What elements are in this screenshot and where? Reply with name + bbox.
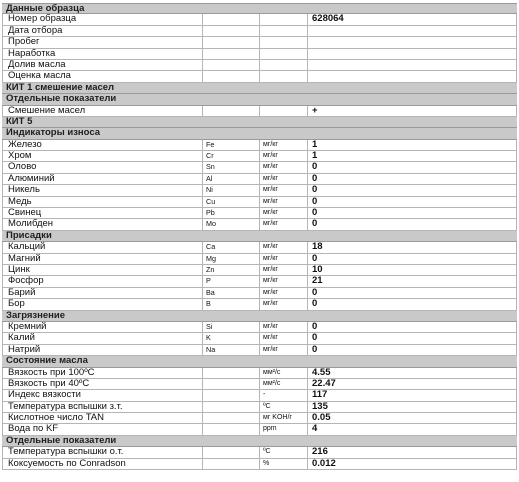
table-row — [2, 174, 517, 185]
result-value — [308, 49, 517, 59]
section-header — [2, 231, 517, 242]
unit-label: мг/кг — [260, 276, 308, 286]
section-header — [2, 128, 517, 139]
result-value — [308, 71, 517, 81]
result-value: 0 — [308, 162, 517, 172]
table-row — [2, 162, 517, 173]
element-code — [203, 368, 260, 378]
parameter-name: Молибден — [2, 219, 203, 229]
result-value: 0 — [308, 288, 517, 298]
unit-label: мг/кг — [260, 162, 308, 172]
unit-label: мг/кг — [260, 265, 308, 275]
section-title: Присадки — [6, 229, 52, 241]
unit-label: мг/кг — [260, 197, 308, 207]
result-value: 0 — [308, 185, 517, 195]
result-value: 628064 — [308, 14, 517, 24]
result-value: 0 — [308, 322, 517, 332]
parameter-name: Индекс вязкости — [2, 390, 203, 400]
result-value: 22.47 — [308, 379, 517, 389]
unit-label: ºC — [260, 447, 308, 457]
unit-label — [260, 71, 308, 81]
parameter-name: Олово — [2, 162, 203, 172]
section-title: КИТ 5 — [6, 115, 33, 127]
table-row — [2, 459, 517, 470]
element-code — [203, 390, 260, 400]
section-title: Данные образца — [6, 3, 85, 14]
parameter-name: Пробег — [2, 37, 203, 47]
unit-label: % — [260, 459, 308, 469]
table-row — [2, 197, 517, 208]
parameter-name: Хром — [2, 151, 203, 161]
unit-label: мм²/с — [260, 379, 308, 389]
element-code: Na — [203, 345, 260, 355]
table-row — [2, 299, 517, 310]
element-code — [203, 106, 260, 116]
parameter-name: Температура вспышки о.т. — [2, 447, 203, 457]
result-value: 0 — [308, 345, 517, 355]
element-code — [203, 60, 260, 70]
parameter-name: Свинец — [2, 208, 203, 218]
unit-label: мг/кг — [260, 208, 308, 218]
unit-label: мг/кг — [260, 242, 308, 252]
unit-label: мг/кг — [260, 288, 308, 298]
unit-label — [260, 60, 308, 70]
table-row — [2, 140, 517, 151]
table-row — [2, 185, 517, 196]
parameter-name: Кислотное число TAN — [2, 413, 203, 423]
section-header — [2, 311, 517, 322]
table-row — [2, 447, 517, 458]
result-value — [308, 37, 517, 47]
parameter-name: Калий — [2, 333, 203, 343]
element-code — [203, 459, 260, 469]
element-code — [203, 14, 260, 24]
result-value: 0 — [308, 174, 517, 184]
parameter-name: Кальций — [2, 242, 203, 252]
table-row — [2, 106, 517, 117]
table-row — [2, 208, 517, 219]
element-code — [203, 402, 260, 412]
parameter-name: Фосфор — [2, 276, 203, 286]
table-row — [2, 49, 517, 60]
element-code — [203, 49, 260, 59]
table-row — [2, 402, 517, 413]
element-code: Fe — [203, 140, 260, 150]
table-row — [2, 288, 517, 299]
result-value: 0.05 — [308, 413, 517, 423]
unit-label: мг/кг — [260, 174, 308, 184]
element-code: Mg — [203, 254, 260, 264]
parameter-name: Медь — [2, 197, 203, 207]
element-code: Al — [203, 174, 260, 184]
result-value: 10 — [308, 265, 517, 275]
parameter-name: Вода по KF — [2, 424, 203, 434]
result-value — [308, 26, 517, 36]
result-value: 216 — [308, 447, 517, 457]
parameter-name: Бор — [2, 299, 203, 309]
section-title: Индикаторы износа — [6, 127, 101, 139]
element-code — [203, 413, 260, 423]
element-code — [203, 424, 260, 434]
section-title: Отдельные показатели — [6, 93, 117, 105]
element-code: P — [203, 276, 260, 286]
table-row — [2, 333, 517, 344]
table-row — [2, 26, 517, 37]
table-row — [2, 14, 517, 25]
result-value: 117 — [308, 390, 517, 400]
parameter-name: Вязкость при 40ºC — [2, 379, 203, 389]
unit-label: ºC — [260, 402, 308, 412]
table-row — [2, 242, 517, 253]
table-row — [2, 151, 517, 162]
table-row — [2, 413, 517, 424]
parameter-name: Температура вспышки з.т. — [2, 402, 203, 412]
table-row — [2, 322, 517, 333]
result-value: 1 — [308, 140, 517, 150]
parameter-name: Оценка масла — [2, 71, 203, 81]
element-code — [203, 447, 260, 457]
result-value: 0 — [308, 254, 517, 264]
unit-label: мг/кг — [260, 140, 308, 150]
unit-label: мг/кг — [260, 322, 308, 332]
section-title: КИТ 1 смешение масел — [6, 81, 115, 93]
section-header — [2, 94, 517, 105]
result-value: 4 — [308, 424, 517, 434]
unit-label: ppm — [260, 424, 308, 434]
element-code: Mo — [203, 219, 260, 229]
table-row — [2, 368, 517, 379]
element-code: B — [203, 299, 260, 309]
element-code: Ba — [203, 288, 260, 298]
unit-label: мг/кг — [260, 151, 308, 161]
table-row — [2, 219, 517, 230]
unit-label — [260, 14, 308, 24]
element-code: Pb — [203, 208, 260, 218]
element-code: Ni — [203, 185, 260, 195]
result-value: 18 — [308, 242, 517, 252]
element-code: Sn — [203, 162, 260, 172]
parameter-name: Смешение масел — [2, 106, 203, 116]
parameter-name: Номер образца — [2, 14, 203, 24]
result-value: 4.55 — [308, 368, 517, 378]
table-row — [2, 379, 517, 390]
section-header — [2, 436, 517, 447]
section-title: Состояние масла — [6, 355, 88, 367]
result-value: 0 — [308, 333, 517, 343]
element-code: Zn — [203, 265, 260, 275]
parameter-name: Натрий — [2, 345, 203, 355]
section-header — [2, 356, 517, 367]
unit-label — [260, 37, 308, 47]
table-row — [2, 37, 517, 48]
unit-label — [260, 49, 308, 59]
table-row — [2, 60, 517, 71]
result-value: 0 — [308, 219, 517, 229]
section-title: Отдельные показатели — [6, 434, 117, 446]
result-value: + — [308, 106, 517, 116]
result-value: 135 — [308, 402, 517, 412]
unit-label: мг/кг — [260, 299, 308, 309]
unit-label: - — [260, 390, 308, 400]
unit-label: мг/кг — [260, 333, 308, 343]
parameter-name: Кремний — [2, 322, 203, 332]
result-value: 0 — [308, 299, 517, 309]
parameter-name: Дата отбора — [2, 26, 203, 36]
parameter-name: Долив масла — [2, 60, 203, 70]
table-row — [2, 254, 517, 265]
element-code — [203, 37, 260, 47]
parameter-name: Цинк — [2, 265, 203, 275]
result-value: 0 — [308, 208, 517, 218]
unit-label: мг/кг — [260, 219, 308, 229]
unit-label: мг/кг — [260, 185, 308, 195]
unit-label: мг/кг — [260, 254, 308, 264]
element-code: Ca — [203, 242, 260, 252]
element-code: Si — [203, 322, 260, 332]
result-value — [308, 60, 517, 70]
result-value: 21 — [308, 276, 517, 286]
unit-label: мг KOH/г — [260, 413, 308, 423]
table-row — [2, 276, 517, 287]
result-value: 0.012 — [308, 459, 517, 469]
element-code — [203, 71, 260, 81]
parameter-name: Железо — [2, 140, 203, 150]
unit-label: мг/кг — [260, 345, 308, 355]
element-code — [203, 26, 260, 36]
unit-label — [260, 26, 308, 36]
oil-analysis-table — [2, 3, 517, 470]
unit-label — [260, 106, 308, 116]
parameter-name: Алюминий — [2, 174, 203, 184]
element-code: K — [203, 333, 260, 343]
parameter-name: Коксуемость по Conradson — [2, 459, 203, 469]
table-row — [2, 390, 517, 401]
table-row — [2, 265, 517, 276]
section-header — [2, 3, 517, 14]
element-code — [203, 379, 260, 389]
section-title: Загрязнение — [6, 309, 66, 321]
result-value: 1 — [308, 151, 517, 161]
unit-label: мм²/с — [260, 368, 308, 378]
element-code: Cu — [203, 197, 260, 207]
parameter-name: Наработка — [2, 49, 203, 59]
parameter-name: Барий — [2, 288, 203, 298]
element-code: Cr — [203, 151, 260, 161]
parameter-name: Магний — [2, 254, 203, 264]
parameter-name: Никель — [2, 185, 203, 195]
result-value: 0 — [308, 197, 517, 207]
parameter-name: Вязкость при 100ºC — [2, 368, 203, 378]
